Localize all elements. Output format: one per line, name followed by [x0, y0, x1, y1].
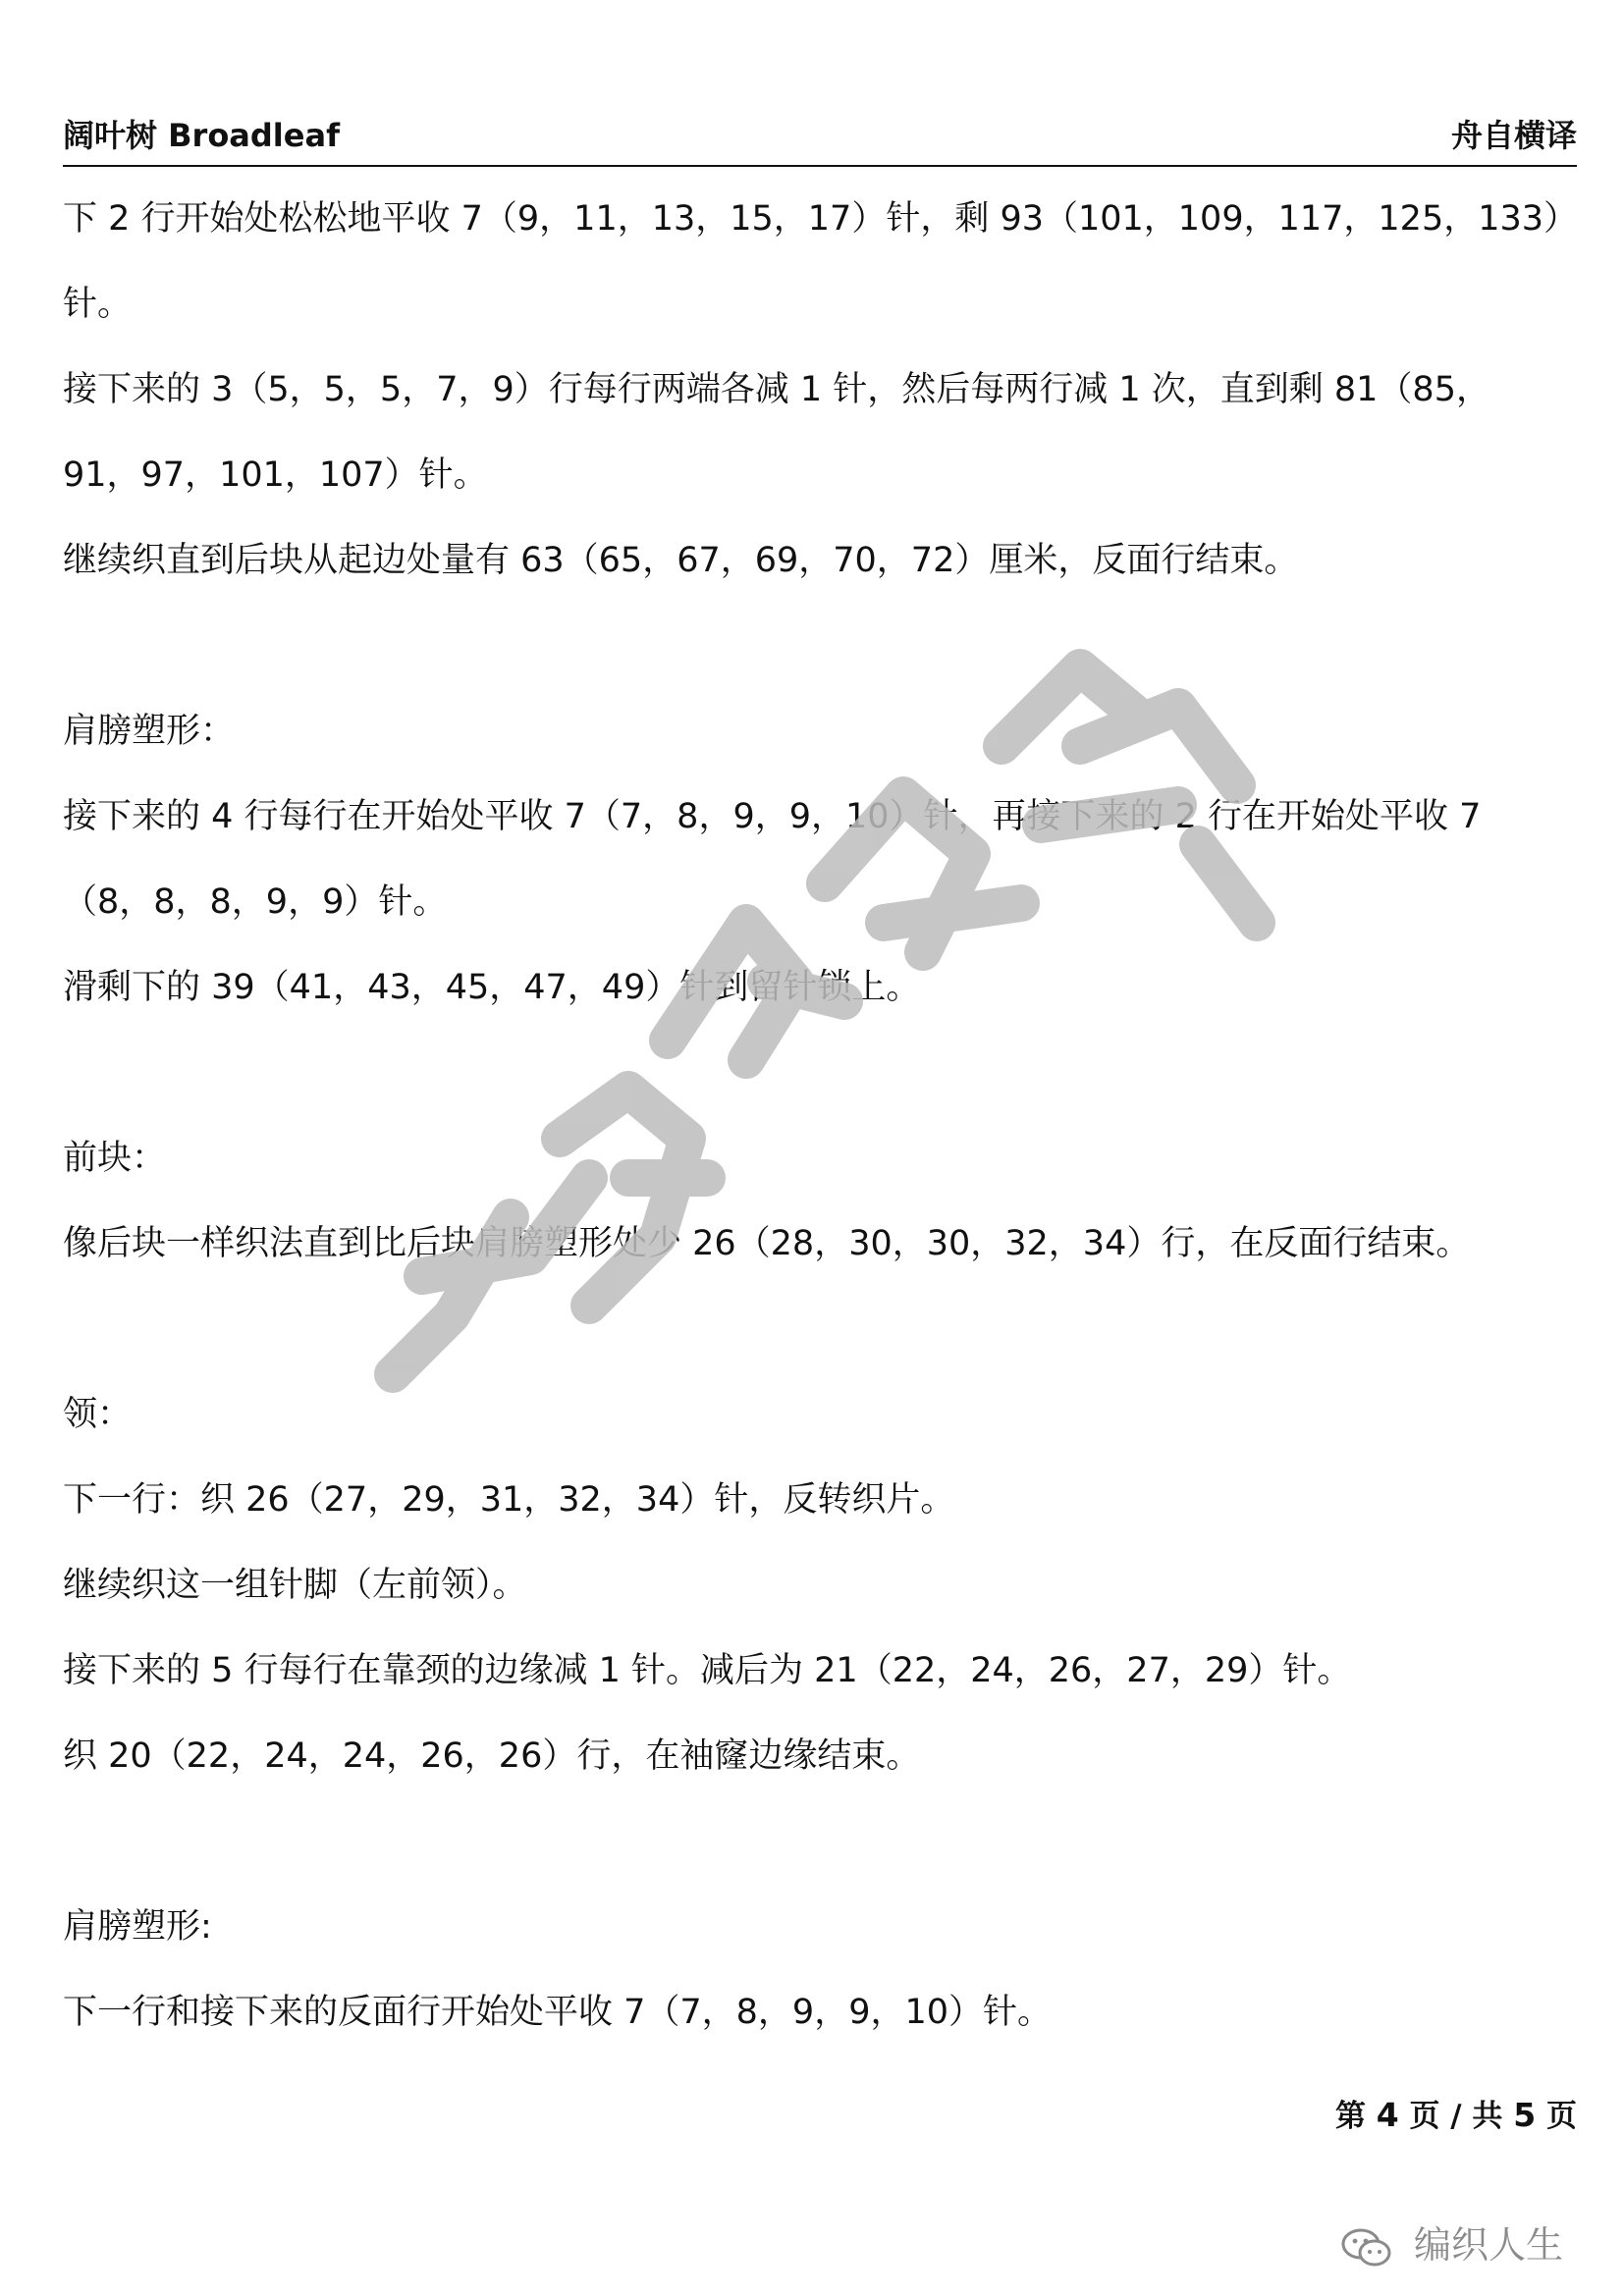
page-suffix: 页 — [1546, 2099, 1577, 2134]
blank-line — [63, 604, 1577, 689]
section-heading-neck: 领： — [63, 1395, 133, 1434]
text-line: 针。 — [63, 285, 133, 324]
section-heading-shoulder-back: 肩膀塑形： — [63, 712, 236, 751]
section-heading-shoulder-front: 肩膀塑形: — [63, 1907, 212, 1947]
translator-name: 舟自横译 — [1450, 117, 1577, 154]
text-line: 91，97，101，107）针。 — [63, 455, 488, 495]
text-line: 下一行和接下来的反面行开始处平收 7（7，8，9，9，10）针。 — [63, 1993, 1053, 2032]
text-line: 像后块一样织法直到比后块肩膀塑形处少 26（28，30，30，32，34）行，在反面行结束。 — [63, 1224, 1471, 1263]
total-pages: 5 — [1513, 2096, 1537, 2134]
page-header — [63, 116, 1577, 167]
text-line: 织 20（22，24，24，26，26）行，在袖窿边缘结束。 — [63, 1736, 921, 1776]
section-heading-front: 前块： — [63, 1139, 167, 1178]
text-line: （8，8，8，9，9）针。 — [63, 882, 448, 922]
page-prefix: 第 — [1334, 2099, 1366, 2134]
text-line: 继续织直到后块从起边处量有 63（65，67，69，70，72）厘米，反面行结束。 — [63, 541, 1299, 580]
text-line: 继续织这一组针脚（左前领）。 — [63, 1566, 527, 1605]
wechat-account-watermark — [1339, 2220, 1563, 2269]
text-line: 下一行：织 26（27，29，31，32，34）针，反转织片。 — [63, 1480, 955, 1520]
text-line: 下 2 行开始处松松地平收 7（9，11，13，15，17）针，剩 93（101，109，117，125，133） — [63, 199, 1579, 239]
wechat-account-name: 编织人生 — [1413, 2223, 1563, 2267]
blank-line — [63, 1799, 1577, 1885]
text-line: 接下来的 5 行每行在靠颈的边缘减 1 针。减后为 21（22，24，26，27，29）针。 — [63, 1651, 1352, 1690]
blank-line — [63, 1287, 1577, 1372]
document-body — [63, 177, 1577, 2056]
page-separator: 页 / 共 — [1409, 2099, 1503, 2134]
blank-line — [63, 1031, 1577, 1116]
document-title: 阔叶树 Broadleaf — [63, 117, 340, 154]
current-page: 4 — [1376, 2096, 1399, 2134]
page-number — [1335, 2096, 1577, 2136]
wechat-icon — [1339, 2226, 1394, 2269]
text-line: 滑剩下的 39（41，43，45，47，49）针到留针锁上。 — [63, 968, 921, 1007]
text-line: 接下来的 3（5，5，5，7，9）行每行两端各减 1 针，然后每两行减 1 次，直到剩 81（85， — [63, 370, 1490, 409]
text-line: 接下来的 4 行每行在开始处平收 7（7，8，9，9，10）针，再接下来的 2 行在开始处平收 7 — [63, 797, 1482, 836]
